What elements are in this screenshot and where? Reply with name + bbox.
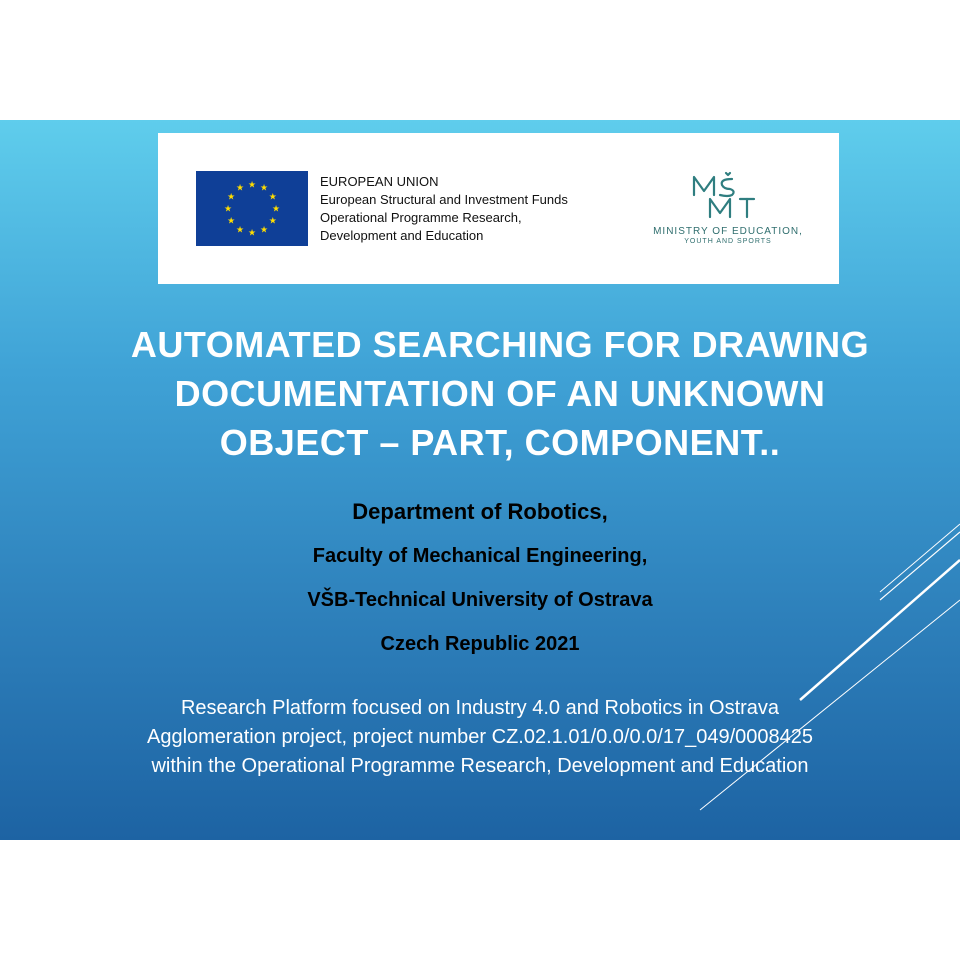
eu-star-icon: ★: [259, 182, 269, 193]
decorative-lines: [0, 120, 960, 840]
project-line-1: Research Platform focused on Industry 4.0 and Robotics in Ostrava: [180, 697, 780, 719]
eu-star-icon: ★: [235, 182, 245, 193]
eu-line-4: Development and Education: [320, 228, 484, 243]
eu-star-icon: ★: [268, 191, 277, 202]
ministry-line-1: MINISTRY OF EDUCATION,: [653, 226, 803, 237]
title-line-2: DOCUMENTATION OF AN UNKNOWN: [174, 373, 826, 414]
slide: [0, 120, 960, 840]
eu-line-2: European Structural and Investment Funds: [320, 192, 568, 207]
eu-star-icon: ★: [227, 191, 236, 202]
eu-star-icon: ★: [247, 227, 257, 238]
country-year: Czech Republic 2021: [380, 633, 580, 655]
university-name: VŠB-Technical University of Ostrava: [307, 589, 653, 611]
eu-star-icon: ★: [235, 224, 245, 235]
title-line-3: OBJECT – PART, COMPONENT..: [219, 422, 781, 463]
eu-star-icon: ★: [259, 224, 269, 235]
eu-line-3: Operational Programme Research,: [320, 210, 522, 225]
eu-star-icon: ★: [223, 203, 233, 214]
title-line-1: AUTOMATED SEARCHING FOR DRAWING: [130, 324, 870, 365]
eu-star-icon: ★: [268, 215, 277, 226]
department-name: Department of Robotics,: [352, 499, 608, 524]
eu-star-icon: ★: [247, 179, 257, 190]
faculty-name: Faculty of Mechanical Engineering,: [312, 545, 648, 567]
eu-star-icon: ★: [271, 203, 281, 214]
eu-star-icon: ★: [227, 215, 236, 226]
eu-line-1: EUROPEAN UNION: [320, 174, 439, 189]
project-line-3: within the Operational Programme Research, Development and Education: [151, 755, 809, 777]
ministry-line-2: YOUTH AND SPORTS: [684, 238, 772, 245]
project-line-2: Agglomeration project, project number CZ.02.1.01/0.0/0.0/17_049/0008425: [147, 726, 813, 748]
